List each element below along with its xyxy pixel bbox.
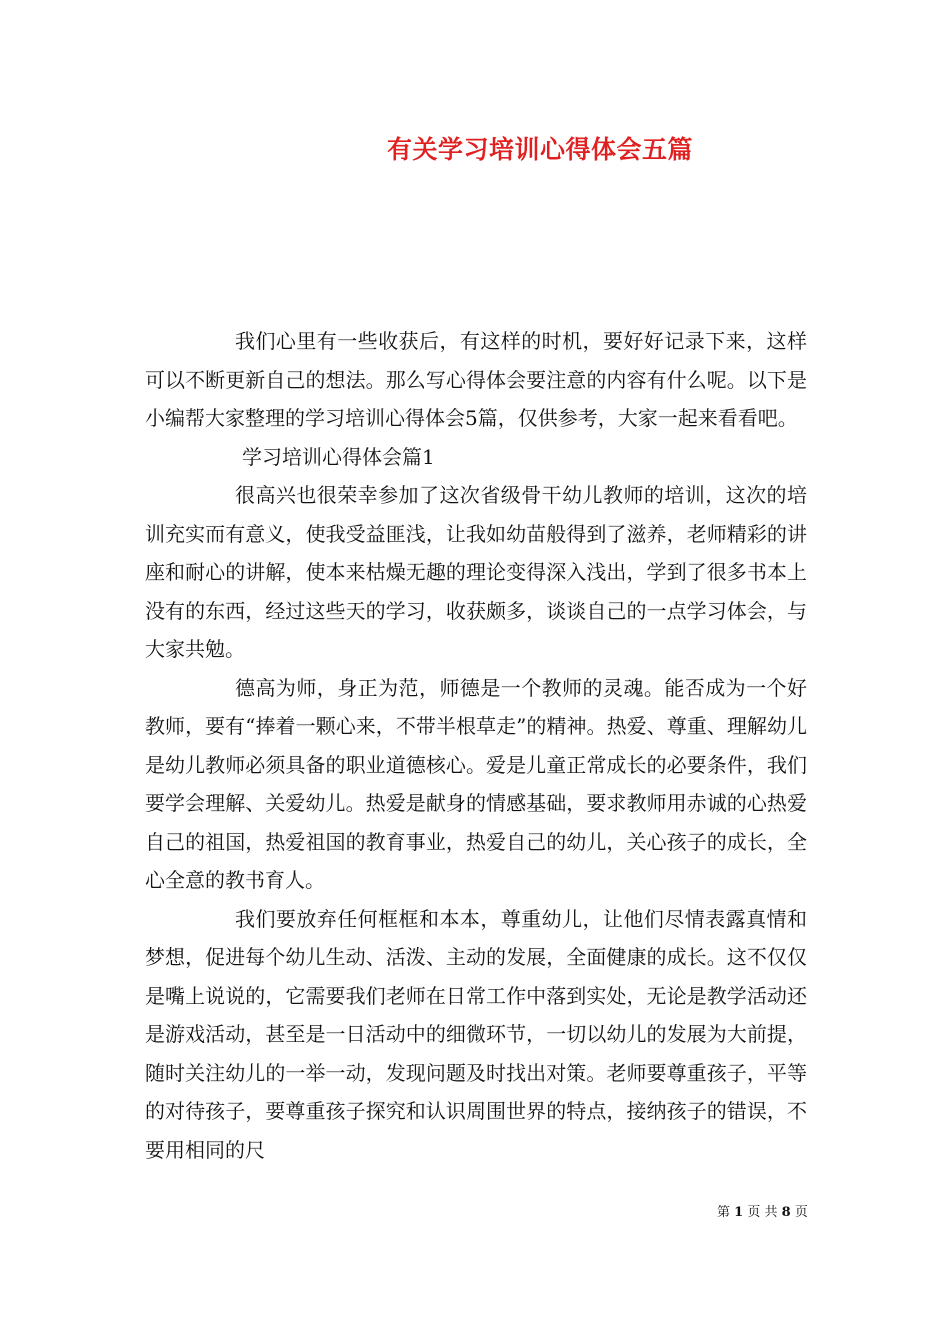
- footer-prefix: 第: [717, 1205, 731, 1220]
- total-pages-number: 8: [781, 1205, 791, 1220]
- body-paragraph: 德高为师，身正为范，师德是一个教师的灵魂。能否成为一个好教师，要有“捧着一颗心来，不带半根草走”的精神。热爱、尊重、理解幼儿是幼儿教师必须具备的职业道德核心。爱是儿童正常成长的必要条件，我们要学会理解、关爱幼儿。热爱是献身的情感基础，要求教师用赤诚的心热爱自己的祖国，热爱祖国的教育事业，热爱自己的幼儿，关心孩子的成长，全心全意的教书育人。: [145, 675, 807, 892]
- body-paragraph: 很高兴也很荣幸参加了这次省级骨干幼儿教师的培训，这次的培训充实而有意义，使我受益匪浅，让我如幼苗般得到了滋养，老师精彩的讲座和耐心的讲解，使本来枯燥无趣的理论变得深入浅出，学到了很多书本上没有的东西，经过这些天的学习，收获颇多，谈谈自己的一点学习体会，与大家共勉。: [145, 483, 807, 661]
- section-heading: 学习培训心得体会篇1: [242, 444, 435, 469]
- current-page-number: 1: [734, 1205, 744, 1220]
- body-paragraph: 我们要放弃任何框框和本本，尊重幼儿，让他们尽情表露真情和梦想，促进每个幼儿生动、活泼、主动的发展，全面健康的成长。这不仅仅是嘴上说说的，它需要我们老师在日常工作中落到实处，无论是教学活动还是游戏活动，甚至是一日活动中的细微环节，一切以幼儿的发展为大前提，随时关注幼儿的一举一动，发现问题及时找出对策。老师要尊重孩子，平等的对待孩子，要尊重孩子探究和认识周围世界的特点，接纳孩子的错误，不要用相同的尺: [145, 906, 807, 1162]
- page-number-footer: [717, 1204, 808, 1222]
- document-title: 有关学习培训心得体会五篇: [386, 135, 693, 164]
- footer-suffix: 页: [794, 1205, 808, 1220]
- footer-middle: 页 共: [747, 1205, 778, 1220]
- document-body: [145, 322, 807, 1169]
- intro-paragraph: 我们心里有一些收获后，有这样的时机，要好好记录下来，这样可以不断更新自己的想法。那么写心得体会要注意的内容有什么呢。以下是小编帮大家整理的学习培训心得体会5篇，仅供参考，大家一起来看看吧。: [145, 329, 807, 430]
